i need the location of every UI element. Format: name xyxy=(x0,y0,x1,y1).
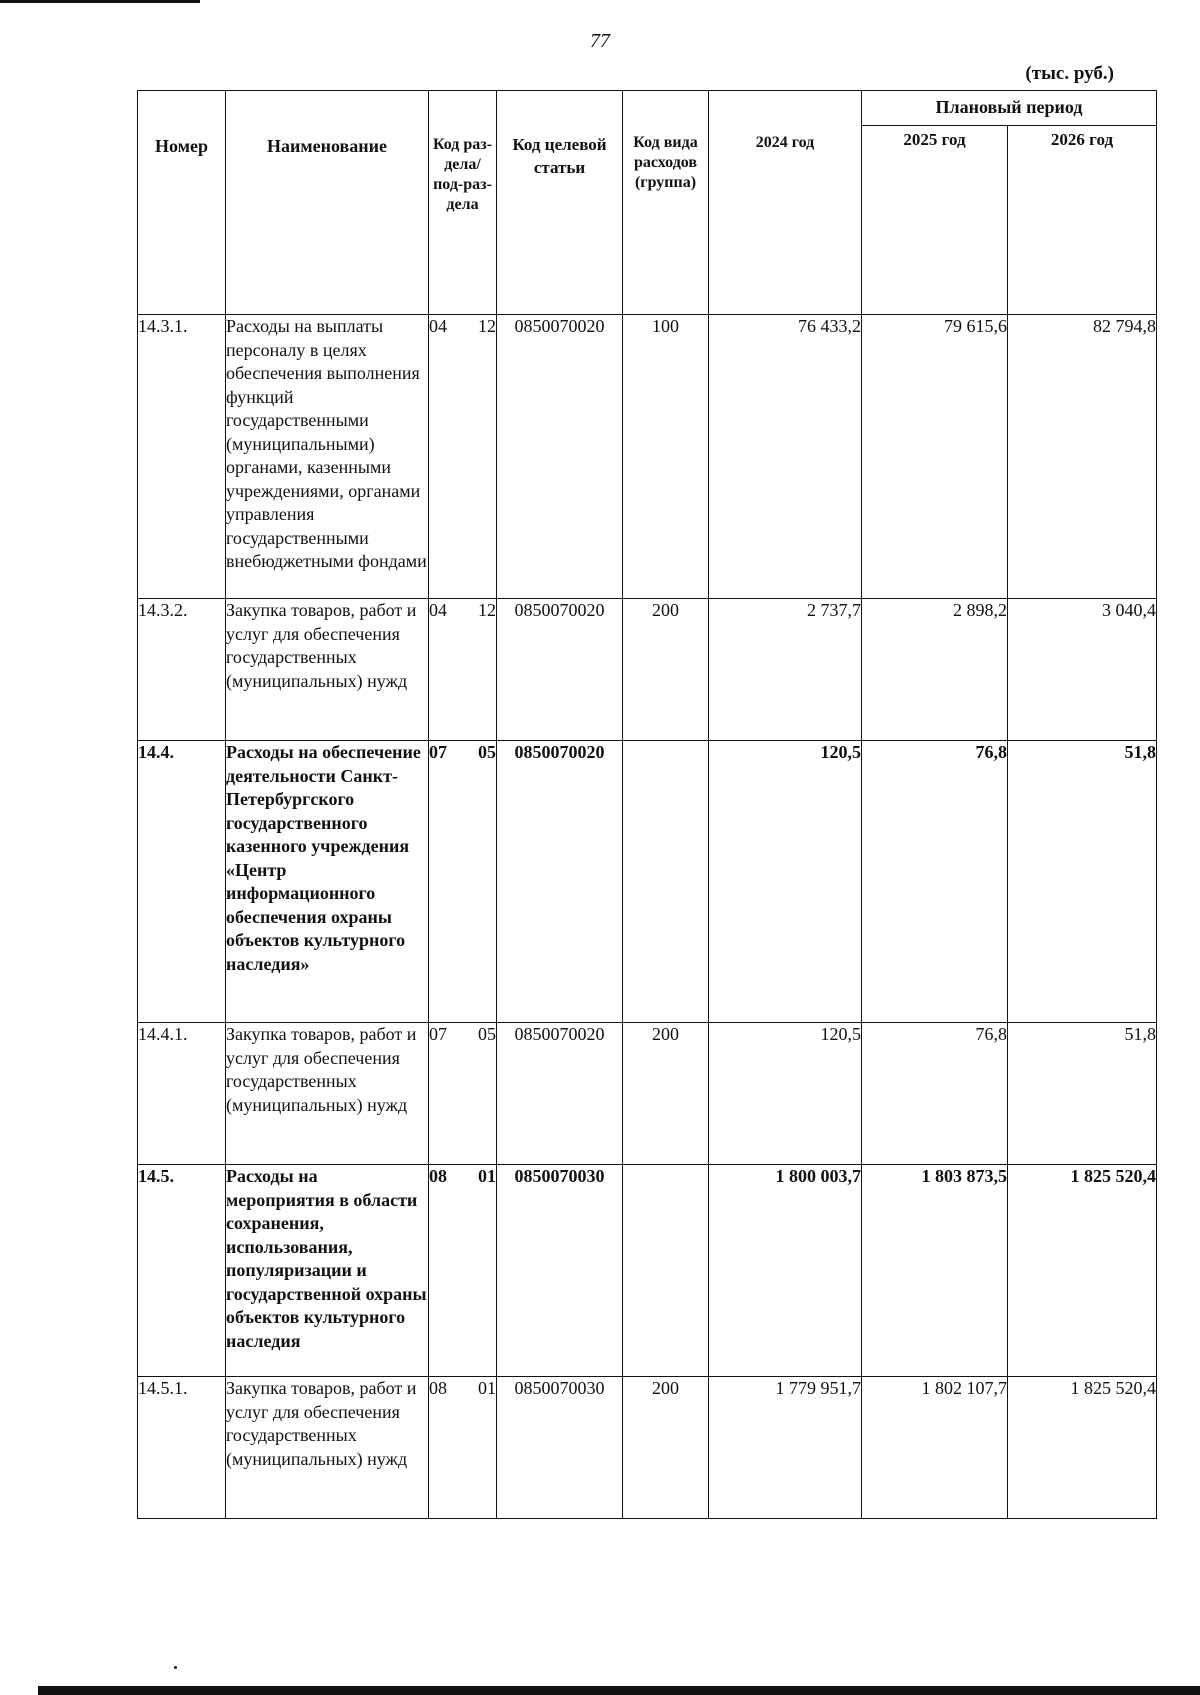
header-year-2026: 2026 год xyxy=(1008,126,1157,315)
header-year-2025: 2025 год xyxy=(862,126,1008,315)
budget-table xyxy=(137,90,1157,1519)
row-section-code xyxy=(429,315,497,599)
row-target-code: 0850070030 xyxy=(497,1165,623,1377)
section: 04 xyxy=(429,600,447,620)
row-expense-group: 200 xyxy=(623,1377,709,1519)
subsection: 01 xyxy=(478,1166,496,1186)
row-value-2024: 1 800 003,7 xyxy=(709,1165,862,1377)
bottom-scan-band xyxy=(38,1686,1200,1695)
row-expense-group: 100 xyxy=(623,315,709,599)
row-section-code xyxy=(429,1023,497,1165)
row-expense-group xyxy=(623,1165,709,1377)
row-value-2026: 1 825 520,4 xyxy=(1008,1165,1157,1377)
row-value-2025: 76,8 xyxy=(862,1023,1008,1165)
row-target-code: 0850070020 xyxy=(497,1023,623,1165)
row-value-2026: 82 794,8 xyxy=(1008,315,1157,599)
row-value-2026: 3 040,4 xyxy=(1008,599,1157,741)
header-name: Наименование xyxy=(226,91,429,315)
row-value-2026: 51,8 xyxy=(1008,1023,1157,1165)
section: 08 xyxy=(429,1166,447,1186)
header-expense-type-code: Код вида расходов (группа) xyxy=(623,91,709,315)
header-year-2024: 2024 год xyxy=(709,91,862,315)
row-expense-group: 200 xyxy=(623,599,709,741)
row-target-code: 0850070020 xyxy=(497,315,623,599)
row-value-2024: 120,5 xyxy=(709,741,862,1023)
table-body xyxy=(138,315,1157,1519)
table-header xyxy=(138,91,1157,315)
row-value-2025: 1 802 107,7 xyxy=(862,1377,1008,1519)
header-number: Номер xyxy=(138,91,226,315)
header-target-code: Код целевой статьи xyxy=(497,91,623,315)
subsection: 12 xyxy=(478,316,496,336)
subsection: 12 xyxy=(478,600,496,620)
row-number: 14.3.2. xyxy=(138,599,226,741)
section: 07 xyxy=(429,1024,447,1044)
header-planned-period: Плановый период xyxy=(862,91,1157,126)
row-section-code xyxy=(429,1165,497,1377)
row-name: Расходы на мероприятия в области сохранения, использования, популяризации и государственной охраны объектов культурного наследия xyxy=(226,1165,429,1377)
table-row xyxy=(138,599,1157,741)
row-value-2024: 2 737,7 xyxy=(709,599,862,741)
top-rule xyxy=(0,0,200,3)
subsection: 01 xyxy=(478,1378,496,1398)
row-target-code: 0850070020 xyxy=(497,599,623,741)
page-number: 77 xyxy=(590,30,610,52)
units-label: (тыс. руб.) xyxy=(1025,63,1114,84)
row-name: Закупка товаров, работ и услуг для обеспечения государственных (муниципальных) нужд xyxy=(226,599,429,741)
header-section-code: Код раз-дела/ под-раз-дела xyxy=(429,91,497,315)
row-expense-group xyxy=(623,741,709,1023)
row-name: Расходы на выплаты персоналу в целях обеспечения выполнения функций государственными (муниципальными) органами, казенными учреждениями, органами управления государственными внебюджетными фондами xyxy=(226,315,429,599)
row-value-2024: 1 779 951,7 xyxy=(709,1377,862,1519)
row-target-code: 0850070020 xyxy=(497,741,623,1023)
subsection: 05 xyxy=(478,1024,496,1044)
row-section-code xyxy=(429,1377,497,1519)
section: 04 xyxy=(429,316,447,336)
scan-dot xyxy=(174,1666,177,1669)
row-value-2025: 76,8 xyxy=(862,741,1008,1023)
row-name: Расходы на обеспечение деятельности Санкт-Петербургского государственного казенного учреждения «Центр информационного обеспечения охраны объектов культурного наследия» xyxy=(226,741,429,1023)
row-value-2025: 2 898,2 xyxy=(862,599,1008,741)
section: 08 xyxy=(429,1378,447,1398)
row-number: 14.5. xyxy=(138,1165,226,1377)
row-number: 14.5.1. xyxy=(138,1377,226,1519)
row-value-2026: 51,8 xyxy=(1008,741,1157,1023)
row-number: 14.4.1. xyxy=(138,1023,226,1165)
row-value-2026: 1 825 520,4 xyxy=(1008,1377,1157,1519)
row-value-2024: 120,5 xyxy=(709,1023,862,1165)
row-value-2025: 1 803 873,5 xyxy=(862,1165,1008,1377)
row-target-code: 0850070030 xyxy=(497,1377,623,1519)
subsection: 05 xyxy=(478,742,496,762)
row-number: 14.4. xyxy=(138,741,226,1023)
row-section-code xyxy=(429,741,497,1023)
row-value-2024: 76 433,2 xyxy=(709,315,862,599)
section: 07 xyxy=(429,742,447,762)
row-expense-group: 200 xyxy=(623,1023,709,1165)
row-name: Закупка товаров, работ и услуг для обеспечения государственных (муниципальных) нужд xyxy=(226,1377,429,1519)
row-name: Закупка товаров, работ и услуг для обеспечения государственных (муниципальных) нужд xyxy=(226,1023,429,1165)
table-row xyxy=(138,1023,1157,1165)
table-row xyxy=(138,1377,1157,1519)
table-row xyxy=(138,1165,1157,1377)
row-value-2025: 79 615,6 xyxy=(862,315,1008,599)
table-row xyxy=(138,741,1157,1023)
table-row xyxy=(138,315,1157,599)
row-section-code xyxy=(429,599,497,741)
row-number: 14.3.1. xyxy=(138,315,226,599)
